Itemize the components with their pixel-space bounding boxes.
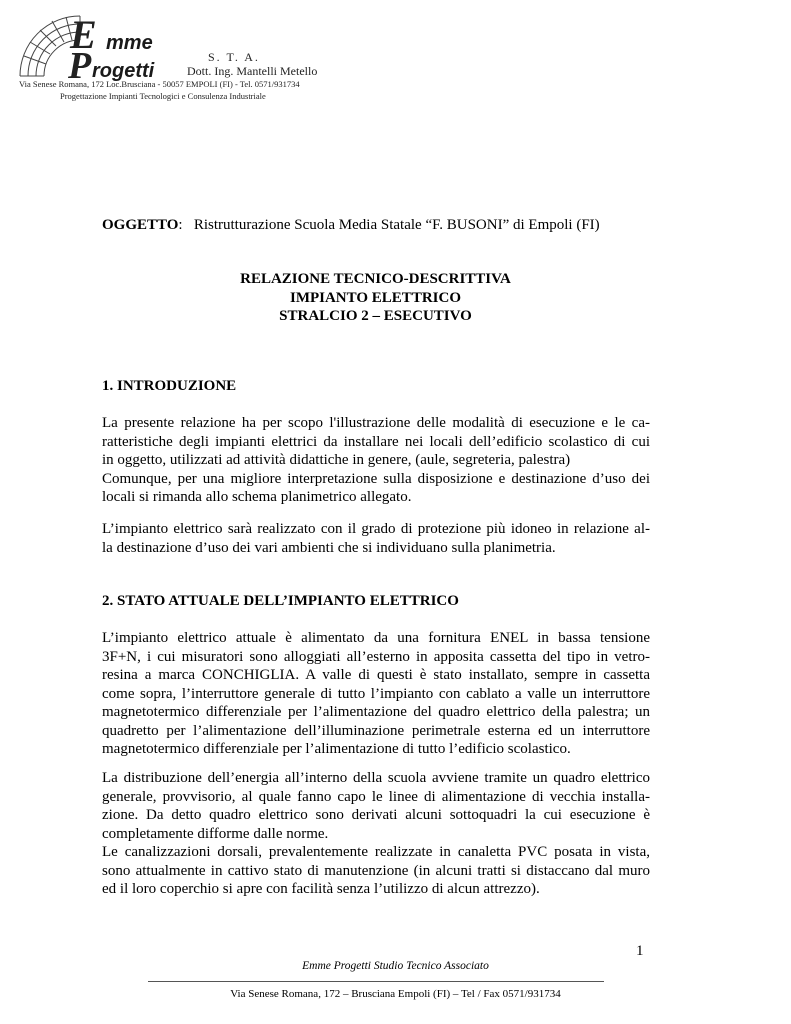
paragraph-line: 3F+N, i cui misuratori sono alloggiati all’esterno in apposita cassetta del tipo in vetro- <box>102 648 650 665</box>
paragraph-line: in oggetto, utilizzati ad attività didattiche in genere, (aule, segreteria, palestra) <box>102 452 571 468</box>
subject-line: OGGETTO: Ristrutturazione Scuola Media Statale “F. BUSONI” di Empoli (FI) <box>102 217 600 233</box>
section2-heading: 2. STATO ATTUALE DELL’IMPIANTO ELETTRICO <box>102 593 459 609</box>
paragraph-line: magnetotermico differenziale per l’alimentazione del quadro elettrico della palestra; un <box>102 704 650 720</box>
paragraph-line: completamente difforme dalle norme. <box>102 825 329 842</box>
paragraph-line: la destinazione d’uso dei vari ambienti che si individuano sulla planimetria. <box>102 539 556 556</box>
paragraph-line: zione. Da detto quadro elettrico sono derivati alcuni sottoquadri la cui esecuzione è <box>102 807 650 823</box>
page-number: 1 <box>636 943 644 959</box>
paragraph-line: locali si rimanda allo schema planimetrico allegato. <box>102 489 412 505</box>
paragraph-line: come sopra, l’interruttore generale di tutto l’impianto con cablato a valle un interruttore <box>102 685 650 702</box>
paragraph-line: Comunque, per una migliore interpretazione sulla disposizione e destinazione d’uso dei <box>102 470 650 487</box>
section2-paragraph1 <box>102 629 650 759</box>
section2-paragraph2 <box>102 769 650 899</box>
paragraph-line: magnetotermico differenziale per l’alimentazione di tutto l’edificio scolastico. <box>102 741 571 757</box>
paragraph-line: resina a marca CONCHIGLIA. A valle di questi è stato installato, sempre in cassetta <box>102 667 650 683</box>
title-line-3: STRALCIO 2 – ESECUTIVO <box>279 308 472 324</box>
paragraph-line: La presente relazione ha per scopo l'illustrazione delle modalità di esecuzione e le ca- <box>102 415 650 431</box>
subject-text: Ristrutturazione Scuola Media Statale “F. BUSONI” di Empoli (FI) <box>193 217 600 233</box>
letterhead-address: Via Senese Romana, 172 Loc.Brusciana - 50057 EMPOLI (FI) - Tel. 0571/931734 <box>19 79 300 89</box>
paragraph-line: sono attualmente in cattivo stato di manutenzione (in alcuni tratti si distaccano dal muro <box>102 862 650 879</box>
letterhead <box>16 12 340 102</box>
letterhead-tagline: Progettazione Impianti Tecnologici e Consulenza Industriale <box>60 91 266 101</box>
paragraph-line: ed il loro coperchio si apre con facilità senza l’utilizzo di alcun attrezzo). <box>102 881 540 897</box>
paragraph-line: ratteristiche degli impianti elettrici da installare nei locali dell’edificio scolastico di cui <box>102 433 650 450</box>
title-line-1: RELAZIONE TECNICO-DESCRITTIVA <box>240 271 511 287</box>
svg-text:E: E <box>70 12 97 57</box>
paragraph-line: L’impianto elettrico attuale è alimentato da una fornitura ENEL in bassa tensione <box>102 630 650 646</box>
engineer-name: Dott. Ing. Mantelli Metello <box>187 64 318 78</box>
brand-name-line2: rogetti <box>92 60 155 82</box>
paragraph-line: L’impianto elettrico sarà realizzato con il grado di protezione più idoneo in relazione al- <box>102 521 650 537</box>
brand-name-line1: mme <box>106 32 153 54</box>
paragraph-line: Le canalizzazioni dorsali, prevalentemente realizzate in canaletta PVC posata in vista, <box>102 844 650 860</box>
paragraph-line: generale, provvisorio, al quale fanno capo le linee di alimentazione di vecchia installa- <box>102 788 650 805</box>
paragraph-line: La distribuzione dell’energia all’interno della scuola avviene tramite un quadro elettrico <box>102 770 650 786</box>
paragraph-line: quadretto per l’alimentazione dell’illuminazione perimetrale esterna ed un interruttore <box>102 722 650 739</box>
sta-label: S. T. A. <box>208 50 260 64</box>
footer-company: Emme Progetti Studio Tecnico Associato <box>302 960 489 972</box>
section1-paragraph1 <box>102 414 650 507</box>
subject-label: OGGETTO <box>102 217 179 233</box>
title-line-2: IMPIANTO ELETTRICO <box>289 290 461 306</box>
footer-address: Via Senese Romana, 172 – Brusciana Empoli (FI) – Tel / Fax 0571/931734 <box>230 988 561 1000</box>
svg-text:P: P <box>68 45 92 80</box>
section1-paragraph2 <box>102 520 650 557</box>
footer-divider <box>148 981 604 982</box>
section1-heading: 1. INTRODUZIONE <box>102 378 237 394</box>
